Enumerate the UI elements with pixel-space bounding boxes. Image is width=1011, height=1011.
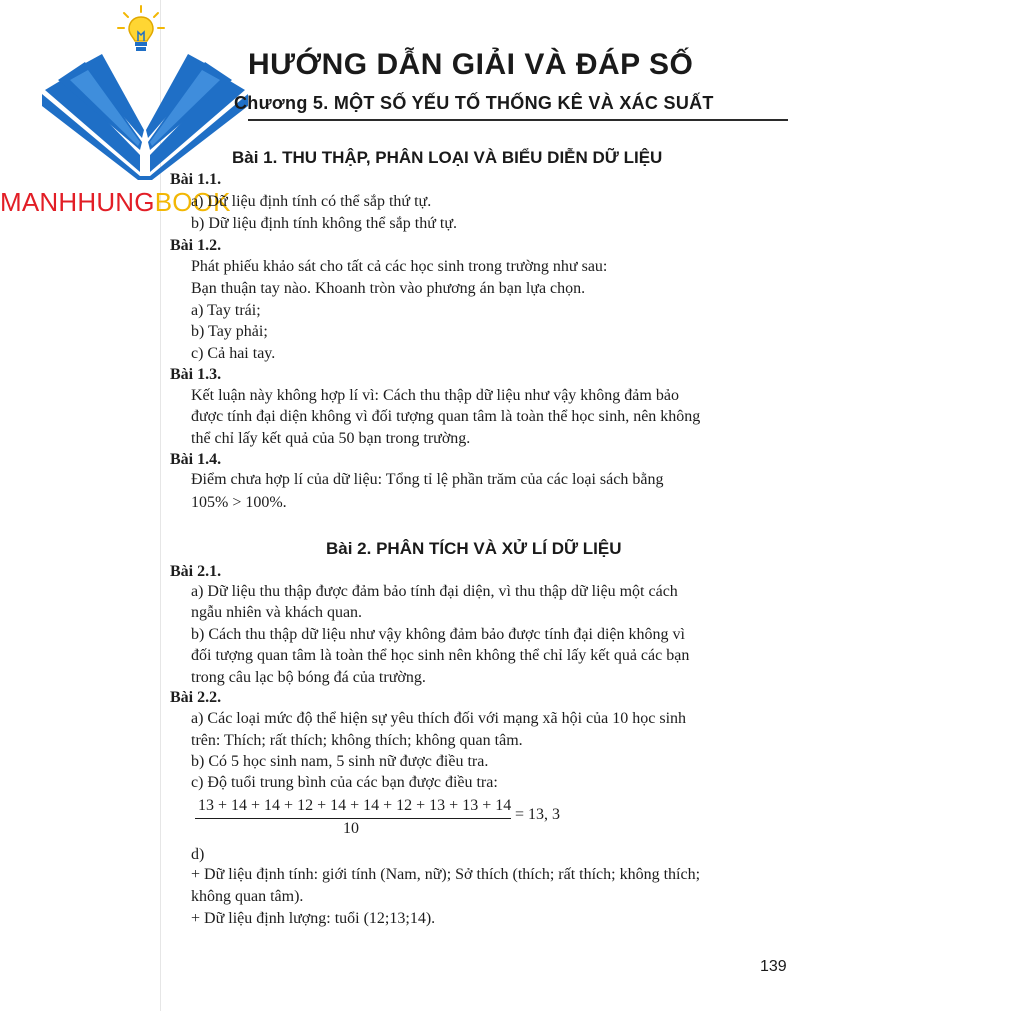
- answer-line: thể chỉ lấy kết quả của 50 bạn trong trường.: [191, 430, 471, 447]
- section-title-1: Bài 1. THU THẬP, PHÂN LOẠI VÀ BIỂU DIỄN DỮ LIỆU: [232, 148, 663, 167]
- chapter-title: Chương 5. MỘT SỐ YẾU TỐ THỐNG KÊ VÀ XÁC SUẤT: [234, 93, 714, 113]
- formula-denominator: 10: [343, 820, 359, 837]
- answer-line: b) Cách thu thập dữ liệu như vậy không đảm bảo được tính đại diện không vì: [191, 626, 685, 643]
- formula-numerator: 13 + 14 + 14 + 12 + 14 + 14 + 12 + 13 + 13 + 14: [198, 797, 512, 814]
- answer-line: + Dữ liệu định tính: giới tính (Nam, nữ); Sở thích (thích; rất thích; không thích;: [191, 866, 701, 883]
- header-divider: [248, 119, 788, 121]
- answer-line: Phát phiếu khảo sát cho tất cả các học sinh trong trường như sau:: [191, 258, 608, 275]
- answer-line: d): [191, 846, 205, 863]
- answer-line: b) Dữ liệu định tính không thể sắp thứ tự.: [191, 215, 457, 232]
- exercise-label: Bài 1.3.: [170, 366, 222, 383]
- answer-line: trong câu lạc bộ bóng đá của trường.: [191, 669, 426, 686]
- answer-line: b) Tay phải;: [191, 323, 268, 340]
- answer-line: trên: Thích; rất thích; không thích; không quan tâm.: [191, 732, 523, 749]
- open-book-icon: [40, 50, 250, 180]
- exercise-label: Bài 2.1.: [170, 563, 222, 580]
- exercise-label: Bài 1.1.: [170, 171, 222, 188]
- page-number: 139: [760, 958, 787, 975]
- brand-name-yellow: BOOK: [154, 187, 231, 217]
- exercise-label: Bài 1.2.: [170, 237, 222, 254]
- answer-line: không quan tâm).: [191, 888, 304, 905]
- answer-line: ngẫu nhiên và khách quan.: [191, 604, 363, 621]
- answer-line: a) Các loại mức độ thể hiện sự yêu thích đối với mạng xã hội của 10 học sinh: [191, 710, 687, 727]
- mean-age-formula: [191, 797, 591, 843]
- brand-name-red: MANHHUNG: [0, 187, 155, 217]
- answer-line: c) Cả hai tay.: [191, 345, 276, 362]
- section-title-2: Bài 2. PHÂN TÍCH VÀ XỬ LÍ DỮ LIỆU: [326, 539, 622, 558]
- answer-line: đối tượng quan tâm là toàn thể học sinh nên không thể chỉ lấy kết quả các bạn: [191, 647, 690, 664]
- answer-line: a) Dữ liệu định tính có thể sắp thứ tự.: [191, 193, 432, 210]
- formula-result: = 13, 3: [515, 806, 561, 823]
- answer-line: Bạn thuận tay nào. Khoanh tròn vào phương án bạn lựa chọn.: [191, 280, 586, 297]
- fraction-bar: [195, 818, 511, 819]
- page-title: HƯỚNG DẪN GIẢI VÀ ĐÁP SỐ: [248, 48, 694, 81]
- answer-line: b) Có 5 học sinh nam, 5 sinh nữ được điều tra.: [191, 753, 489, 770]
- exercise-label: Bài 2.2.: [170, 689, 222, 706]
- answer-line: c) Độ tuổi trung bình của các bạn được điều tra:: [191, 774, 498, 791]
- answer-line: được tính đại diện không vì đối tượng quan tâm là toàn thể học sinh, nên không: [191, 408, 701, 425]
- answer-line: Điểm chưa hợp lí của dữ liệu: Tổng tỉ lệ phần trăm của các loại sách bằng: [191, 471, 664, 488]
- exercise-label: Bài 1.4.: [170, 451, 222, 468]
- answer-line: Kết luận này không hợp lí vì: Cách thu thập dữ liệu như vậy không đảm bảo: [191, 387, 679, 404]
- answer-line: 105% > 100%.: [191, 494, 287, 511]
- answer-line: a) Dữ liệu thu thập được đảm bảo tính đại diện, vì thu thập dữ liệu một cách: [191, 583, 678, 600]
- answer-line: a) Tay trái;: [191, 302, 261, 319]
- answer-line: + Dữ liệu định lượng: tuổi (12;13;14).: [191, 910, 436, 927]
